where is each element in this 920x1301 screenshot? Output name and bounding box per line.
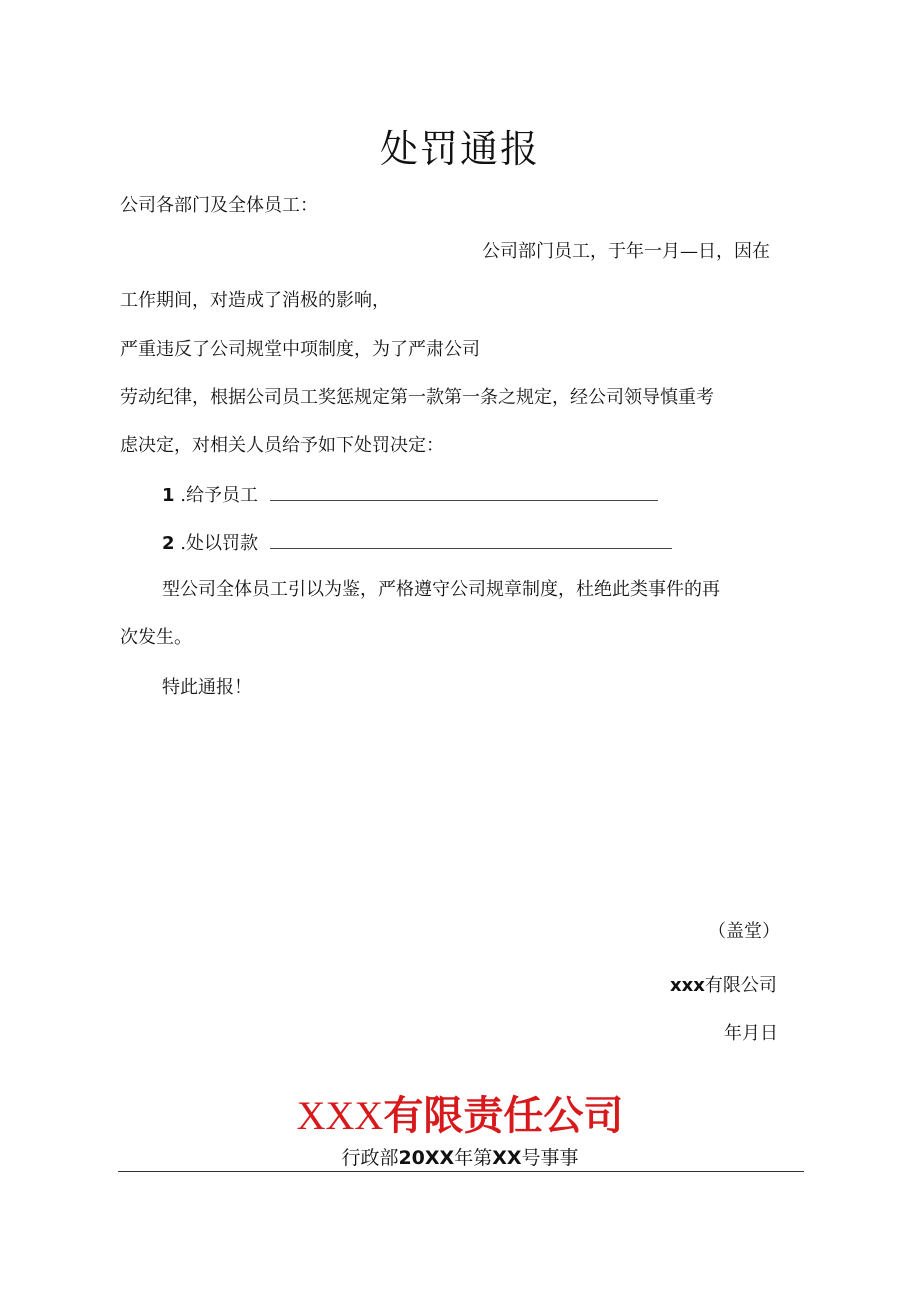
seal-placeholder: （盖堂） <box>708 921 780 942</box>
doc-suffix: 号事事 <box>521 1147 579 1169</box>
letterhead-cjk: 有限责任公司 <box>383 1093 624 1139</box>
fill-in-blank-fine <box>270 530 672 549</box>
item-text: .给予员工 <box>180 485 258 506</box>
item-number: 2 <box>162 533 175 554</box>
penalty-item-2 <box>162 530 672 556</box>
company-prefix: xxx <box>670 975 705 996</box>
body-line-2: 工作期间，对造成了消极的影响， <box>120 290 390 311</box>
item-text: .处以罚款 <box>180 533 258 554</box>
doc-dept: 行政部 <box>341 1147 399 1169</box>
body-line-4: 劳动纪律，根据公司员工奖惩规定第一款第一条之规定，经公司领导慎重考 <box>120 387 714 408</box>
fill-in-blank-employee <box>270 482 658 501</box>
signature-company <box>670 974 777 998</box>
item-number: 1 <box>162 485 175 506</box>
doc-seq: XX <box>492 1147 522 1169</box>
letterhead-divider <box>118 1171 804 1172</box>
doc-year-suffix: 年第 <box>454 1147 493 1169</box>
doc-year: 20XX <box>398 1147 455 1169</box>
warning-line-1: 型公司全体员工引以为鉴，严格遵守公司规章制度，杜绝此类事件的再 <box>162 579 720 600</box>
company-suffix: 有限公司 <box>704 975 777 996</box>
body-line-1: 公司部门员工，于年一月—日，因在 <box>482 241 770 262</box>
body-line-3: 严重违反了公司规堂中项制度，为了严肃公司 <box>120 339 480 360</box>
letterhead-company <box>0 1084 920 1141</box>
body-line-5: 虑决定，对相关人员给予如下处罚决定： <box>120 435 444 456</box>
document-number <box>0 1143 920 1170</box>
signature-date: 年月日 <box>724 1023 778 1044</box>
warning-line-2: 次发生。 <box>120 627 192 648</box>
salutation: 公司各部门及全体员工： <box>120 195 318 216</box>
letterhead-latin: XXX <box>296 1093 384 1138</box>
closing-line: 特此通报！ <box>162 677 252 698</box>
page-title: 处罚通报 <box>379 127 540 171</box>
penalty-item-1 <box>162 482 658 508</box>
